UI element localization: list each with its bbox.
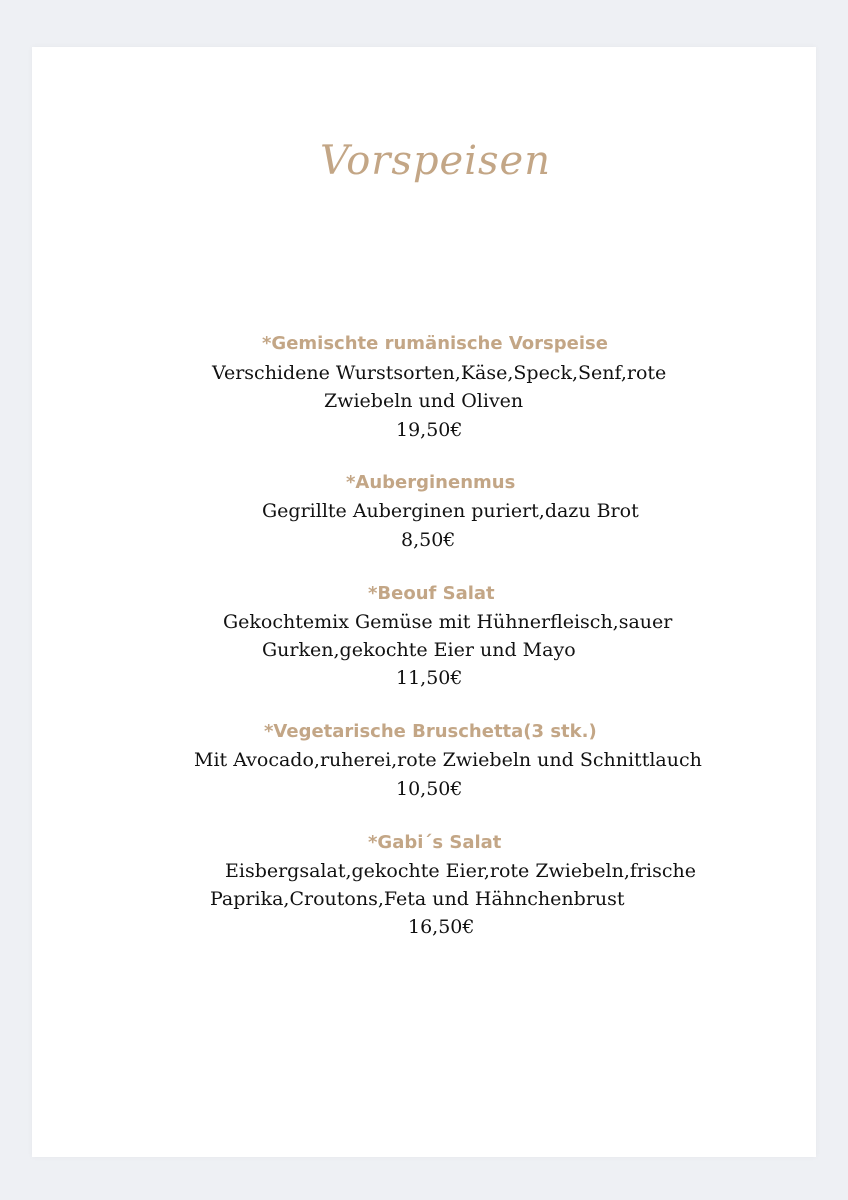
menu-item-name: *Gemischte rumänische Vorspeise (262, 333, 608, 354)
menu-item-description: Gegrillte Auberginen puriert,dazu Brot (262, 500, 639, 522)
menu-item-price: 8,50€ (401, 529, 456, 551)
menu-item-description: Gekochtemix Gemüse mit Hühnerfleisch,sauer (223, 611, 673, 633)
menu-item-name: *Gabi´s Salat (368, 832, 502, 853)
menu-item-description: Mit Avocado,ruherei,rote Zwiebeln und Schnittlauch (194, 749, 702, 771)
menu-item-name: *Auberginenmus (346, 472, 516, 493)
menu-item-price: 19,50€ (396, 419, 463, 441)
menu-item-description: Gurken,gekochte Eier und Mayo (262, 639, 576, 661)
menu-item-name: *Vegetarische Bruschetta(3 stk.) (264, 721, 597, 742)
menu-item-name: *Beouf Salat (368, 583, 495, 604)
menu-item-description: Verschidene Wurstsorten,Käse,Speck,Senf,rote (212, 362, 667, 384)
menu-item-price: 10,50€ (396, 778, 463, 800)
menu-item-price: 16,50€ (408, 916, 475, 938)
menu-item-price: 11,50€ (396, 667, 463, 689)
menu-item-description: Eisbergsalat,gekochte Eier,rote Zwiebeln,frische (225, 860, 696, 882)
menu-item-description: Paprika,Croutons,Feta und Hähnchenbrust (210, 888, 625, 910)
page-title: Vorspeisen (320, 138, 551, 184)
menu-item-description: Zwiebeln und Oliven (324, 390, 524, 412)
